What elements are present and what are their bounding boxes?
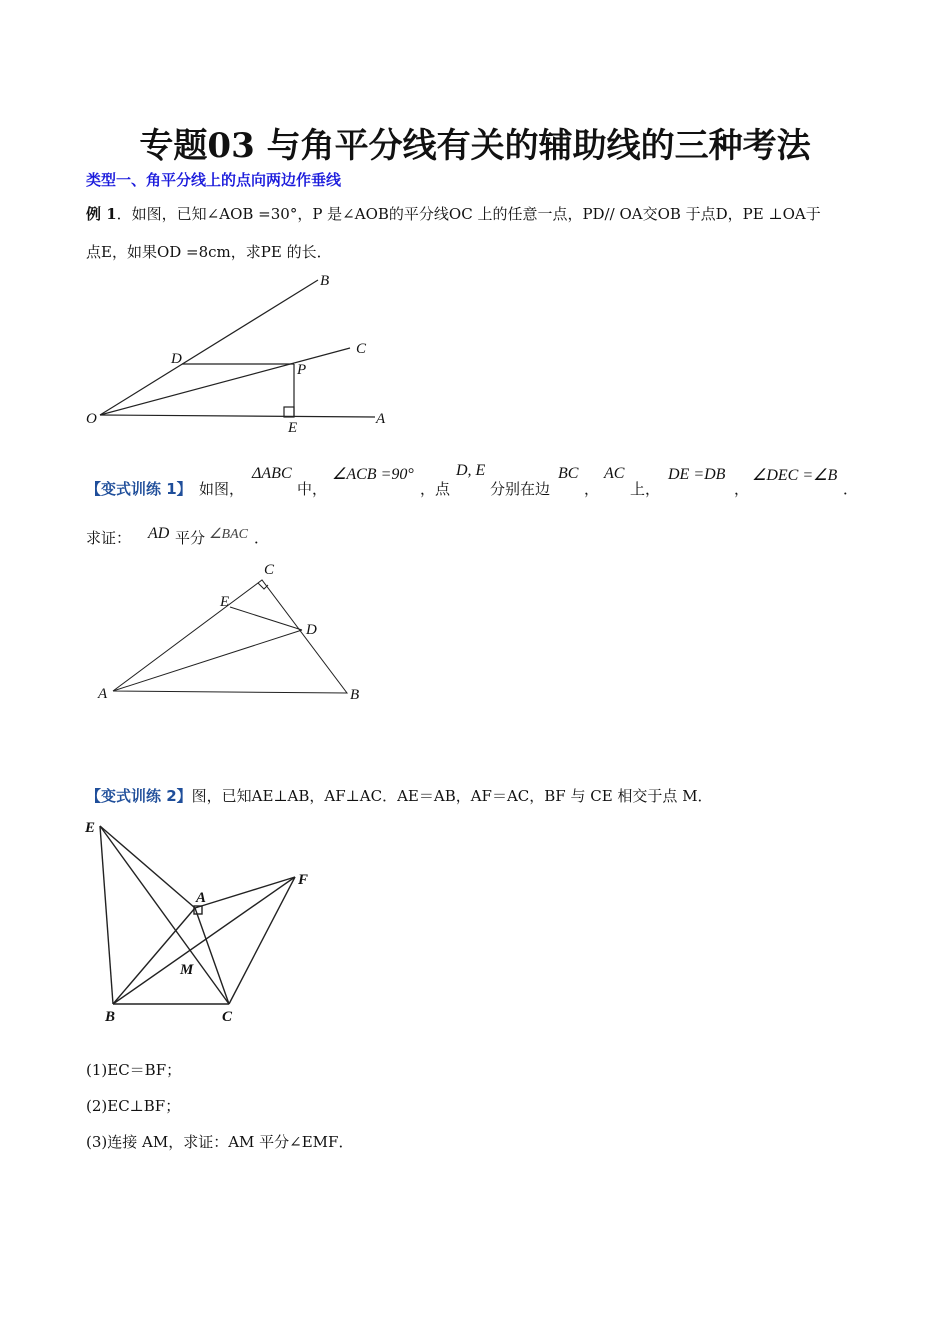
point-label: C [222, 1009, 233, 1025]
math: ∠DEC =∠B [752, 467, 838, 484]
point-label: F [298, 872, 309, 888]
figure-2-labels [97, 562, 359, 703]
math: AD [148, 525, 170, 542]
point-label: A [98, 686, 108, 702]
example-1-text: ．如图，已知∠AOB =30°，P 是∠AOB的平分线OC 上的任意一点，PD// OA交OB 于点D，PE ⊥OA于 [116, 205, 821, 223]
math: ∠BAC [209, 527, 248, 542]
figure-1 [100, 280, 375, 417]
point-label: B [105, 1009, 116, 1025]
math: D, E [456, 462, 486, 479]
variant-1-tag: 【变式训练 1】 [86, 480, 192, 498]
question-3: (3)连接 AM，求证：AM 平分∠EMF． [86, 1133, 354, 1151]
point-label: B [320, 273, 330, 289]
math: DE =DB [668, 466, 726, 483]
math: ΔABC [252, 465, 292, 482]
figure-1-labels [86, 273, 386, 436]
math: AC [604, 465, 625, 482]
point-label: D [171, 351, 182, 367]
text: ． [254, 529, 270, 547]
point-label: A [196, 890, 207, 906]
text: ． [843, 480, 859, 498]
question-2: (2)EC⊥BF； [86, 1097, 181, 1115]
point-label: P [297, 362, 307, 378]
variant-2-tag: 【变式训练 2】 [86, 787, 192, 805]
text: ， [584, 480, 600, 498]
page-title: 专题03 与角平分线有关的辅助线的三种考法 [139, 126, 811, 166]
question-1: (1)EC＝BF； [86, 1061, 182, 1079]
point-label: E [288, 420, 298, 436]
math: BC [558, 465, 579, 482]
text: ，点 [420, 480, 451, 498]
point-label: D [306, 622, 317, 638]
figure-3 [100, 826, 295, 1004]
text: 中， [297, 480, 328, 498]
text: 分别在边 [490, 480, 551, 498]
text: 上， [630, 480, 661, 498]
math: ∠ACB =90° [332, 466, 414, 483]
section-heading: 类型一、角平分线上的点向两边作垂线 [86, 171, 342, 189]
point-label: O [86, 411, 97, 427]
point-label: C [356, 341, 367, 357]
text: ， [734, 480, 750, 498]
text: 图，已知AE⊥AB，AF⊥AC．AE＝AB，AF＝AC，BF 与 CE 相交于点 M． [191, 787, 713, 805]
example-label: 例 1 [86, 205, 117, 223]
text: 如图， [199, 480, 245, 498]
text: 平分 [175, 529, 206, 547]
point-label: E [85, 820, 96, 836]
point-label: M [180, 962, 194, 978]
point-label: A [376, 411, 386, 427]
point-label: E [220, 594, 230, 610]
example-1-line-2: 点E，如果OD =8cm，求PE 的长． [86, 243, 332, 261]
text: 求证： [86, 529, 132, 547]
variant-2-line [86, 785, 713, 806]
point-label: C [264, 562, 275, 578]
point-label: B [350, 687, 360, 703]
